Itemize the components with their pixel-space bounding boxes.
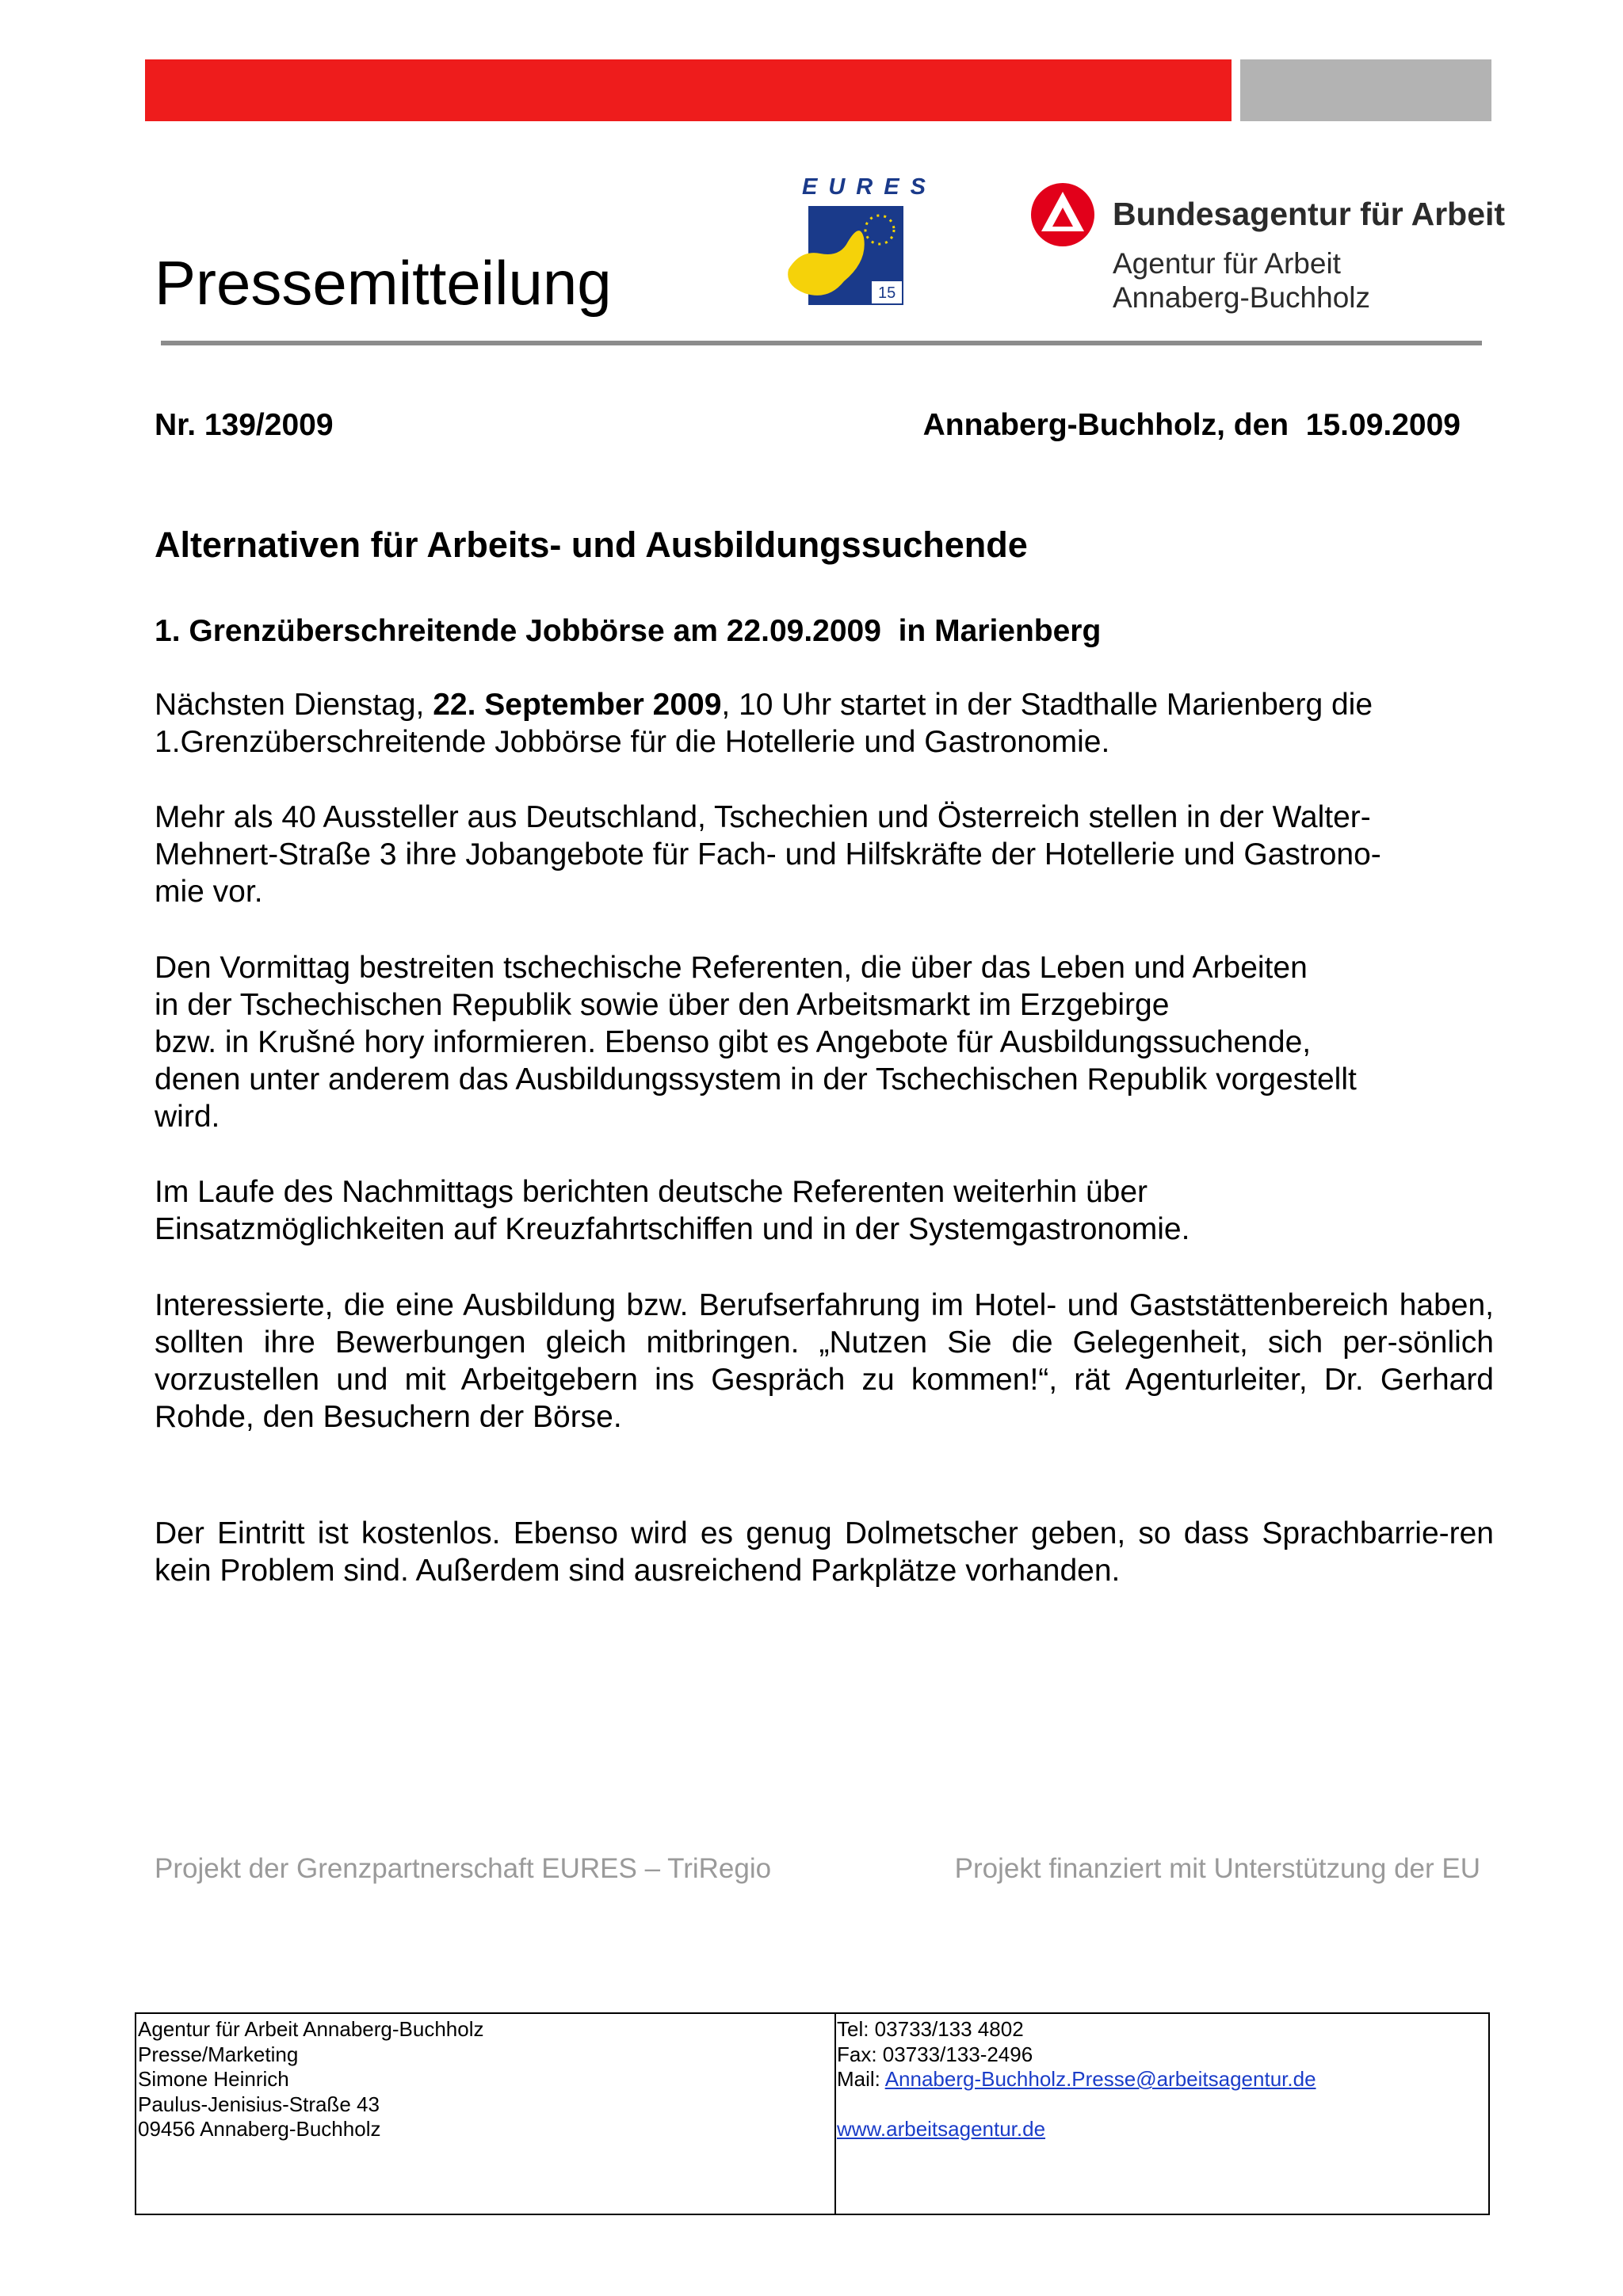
contact-tel: Tel: 03733/133 4802: [837, 2017, 1024, 2041]
paragraph-1: [155, 686, 1494, 761]
ba-agency: Agentur für Arbeit: [1113, 247, 1341, 280]
contact-department: Presse/Marketing: [138, 2042, 299, 2066]
paragraph-5: [155, 1287, 1494, 1436]
header-red-bar: [145, 59, 1232, 121]
header-grey-bar: [1240, 59, 1491, 121]
contact-box: [135, 2012, 1490, 2215]
contact-address: [138, 2017, 484, 2142]
place-date: Annaberg-Buchholz, den 15.09.2009: [922, 408, 1461, 442]
header-rule: [161, 341, 1482, 345]
paragraph-3-line-3: bzw. in Krušné hory informieren. Ebenso gibt es Angebote für Ausbildungssuchende,: [155, 1025, 1312, 1059]
paragraph-1-line-2: 1.Grenzüberschreitende Jobbörse für die Hotellerie und Gastronomie.: [155, 725, 1110, 759]
paragraph-6: [155, 1515, 1494, 1589]
paragraph-4: [155, 1173, 1494, 1248]
event-date: 22. September 2009: [433, 688, 722, 722]
contact-street: Paulus-Jenisius-Straße 43: [138, 2092, 380, 2116]
paragraph-2-line-2: Mehnert-Straße 3 ihre Jobangebote für Fach- und Hilfskräfte der Hotellerie und Gastrono-: [155, 837, 1381, 871]
contact-web-row: [837, 2117, 1316, 2142]
ba-logo-icon: [1029, 181, 1097, 249]
contact-agency: Agentur für Arbeit Annaberg-Buchholz: [138, 2017, 484, 2041]
press-number: Nr. 139/2009: [155, 408, 334, 442]
footer-funding: Projekt finanziert mit Unterstützung der EU: [954, 1853, 1480, 1884]
contact-person: Simone Heinrich: [138, 2067, 289, 2091]
contact-blank-line: [837, 2092, 1316, 2118]
paragraph-3-line-5: wird.: [155, 1100, 220, 1134]
paragraph-3-line-4: denen unter anderem das Ausbildungssystem in der Tschechischen Republik vorgestellt: [155, 1062, 1357, 1097]
contact-mail-row: [837, 2067, 1316, 2092]
paragraph-6-text: Der Eintritt ist kostenlos. Ebenso wird es genug Dolmetscher geben, so dass Sprachbarrie-ren kein Problem sind. Außerdem sind ausreichend Parkplätze vorhanden.: [155, 1516, 1494, 1588]
contact-city: 09456 Annaberg-Buchholz: [138, 2117, 381, 2141]
contact-mail-link[interactable]: Annaberg-Buchholz.Presse@arbeitsagentur.de: [884, 2067, 1316, 2091]
eures-wordmark: EURES: [802, 174, 937, 200]
paragraph-1-line-1: Nächsten Dienstag, 22. September 2009, 10 Uhr startet in der Stadthalle Marienberg die: [155, 688, 1373, 722]
paragraph-4-line-1: Im Laufe des Nachmittags berichten deutsche Referenten weiterhin über: [155, 1175, 1148, 1209]
page-title: Pressemitteilung: [155, 248, 612, 318]
footer-project: Projekt der Grenzpartnerschaft EURES – TriRegio: [155, 1853, 772, 1884]
contact-web-link[interactable]: www.arbeitsagentur.de: [837, 2117, 1046, 2141]
contact-divider: [834, 2014, 836, 2214]
paragraph-5-text: Interessierte, die eine Ausbildung bzw. Berufserfahrung im Hotel- und Gaststättenbereich haben, sollten ihre Bewerbungen gleich mitbringen. „Nutzen Sie die Gelegenheit, sich per-sönlich vorzustellen und mit Arbeitgebern ins Gespräch zu kommen!“, rät Agenturleiter, Dr. Gerhard Rohde, den Besuchern der Börse.: [155, 1288, 1494, 1434]
paragraph-3-line-2: in der Tschechischen Republik sowie über den Arbeitsmarkt im Erzgebirge: [155, 988, 1170, 1022]
contact-mail-label: Mail:: [837, 2067, 885, 2091]
paragraph-4-line-2: Einsatzmöglichkeiten auf Kreuzfahrtschiffen und in der Systemgastronomie.: [155, 1212, 1190, 1246]
eures-badge: 15: [878, 284, 896, 302]
paragraph-3-line-1: Den Vormittag bestreiten tschechische Referenten, die über das Leben und Arbeiten: [155, 951, 1308, 985]
paragraph-2-line-1: Mehr als 40 Aussteller aus Deutschland, Tschechien und Österreich stellen in der Walter-: [155, 800, 1371, 834]
ba-location: Annaberg-Buchholz: [1113, 281, 1370, 314]
ba-name: Bundesagentur für Arbeit: [1113, 196, 1506, 232]
paragraph-2-line-3: mie vor.: [155, 875, 263, 909]
paragraph-2: [155, 799, 1494, 910]
contact-details: [837, 2017, 1316, 2142]
headline: Alternativen für Arbeits- und Ausbildungssuchende: [155, 524, 1028, 565]
subheadline: 1. Grenzüberschreitende Jobbörse am 22.09.2009 in Marienberg: [155, 614, 1102, 648]
paragraph-3: [155, 949, 1494, 1135]
contact-fax: Fax: 03733/133-2496: [837, 2042, 1033, 2066]
